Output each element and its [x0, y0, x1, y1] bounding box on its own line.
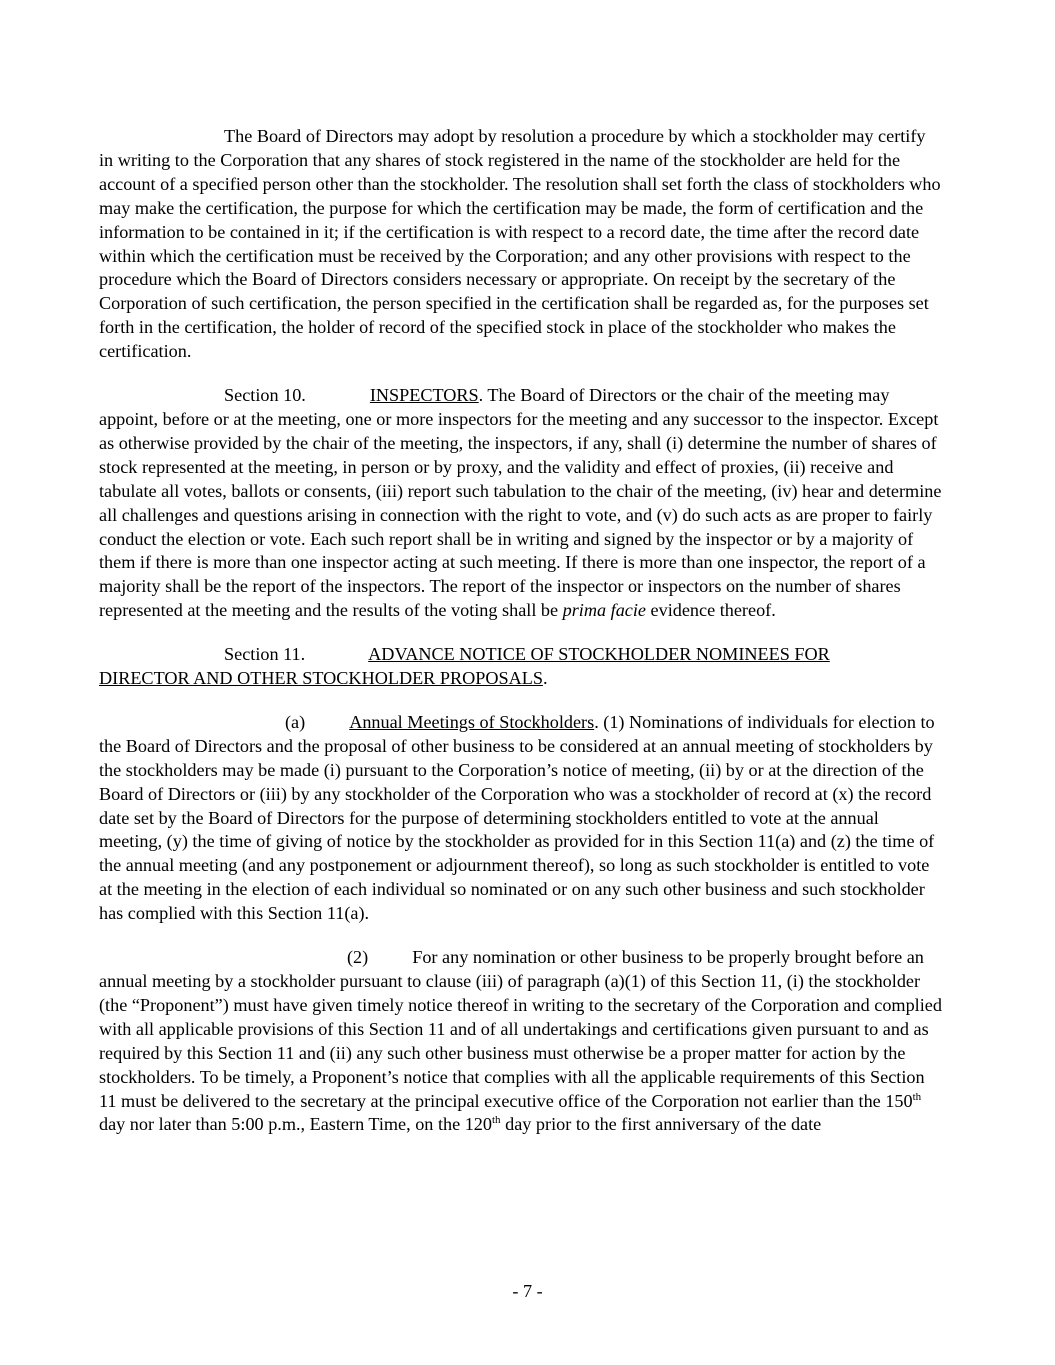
clause-text-mid: day nor later than 5:00 p.m., Eastern Time, on the 120 — [99, 1114, 492, 1135]
clause-text-end: day prior to the first anniversary of the date — [500, 1114, 822, 1135]
section-10-inspectors — [99, 384, 944, 623]
section-11-heading — [99, 643, 944, 691]
section-heading: INSPECTORS — [369, 385, 479, 406]
section-11a-2-timely-notice — [99, 946, 944, 1137]
section-number: Section 10. — [224, 385, 306, 406]
clause-label: (2) — [347, 947, 369, 968]
subsection-heading: Annual Meetings of Stockholders — [349, 711, 595, 732]
clause-text: For any nomination or other business to be properly brought before an annual meeting by a stockholder pursuant to clause (iii) of paragraph (a)(1) of this Section 11, (i) the stockholder (the “Proponent”) must have given timely notice thereof in writing to the secretary of the Corporation and complied with all applicable provisions of this Section 11 and of all undertakings and certifications given pursuant to and as required by this Section 11 and (ii) any such other business must otherwise be a proper matter for action by the stockholders. To be timely, a Proponent’s notice that complies with all the applicable requirements of this Section 11 must be delivered to the secretary at the principal executive office of the Corporation not earlier than the 150 — [99, 947, 942, 1111]
section-heading-line2: DIRECTOR AND OTHER STOCKHOLDER PROPOSALS — [99, 668, 543, 689]
section-11a-annual-meetings — [99, 711, 944, 926]
page-number: - 7 - — [512, 1281, 543, 1301]
section-text-end: evidence thereof. — [646, 600, 776, 621]
subsection-label: (a) — [285, 711, 306, 732]
ordinal-suffix: th — [492, 1114, 501, 1127]
section-text: . The Board of Directors or the chair of the meeting may appoint, before or at the meeting, one or more inspectors for the meeting and any successor to the inspector. Except as otherwise provided by the chair of the meeting, the inspectors, if any, shall (i) determine the number of shares of stock represented at the meeting, in person or by proxy, and the validity and effect of proxies, (ii) receive and tabulate all votes, ballots or consents, (iii) report such tabulation to the chair of the meeting, (iv) hear and determine all challenges and questions arising in connection with the right to vote, and (v) do such acts as are proper to fairly conduct the election or vote. Each such report shall be in writing and signed by the inspector or by a majority of them if there is more than one inspector acting at such meeting. If there is more than one inspector, the report of a majority shall be the report of the inspectors. The report of the inspector or inspectors on the number of shares represented at the meeting and the results of the voting shall be — [99, 385, 942, 621]
document-page — [99, 125, 944, 1157]
section-heading-line1: ADVANCE NOTICE OF STOCKHOLDER NOMINEES FOR — [368, 644, 830, 665]
subsection-text: . (1) Nominations of individuals for election to the Board of Directors and the proposal of other business to be considered at an annual meeting of stockholders by the stockholders may be made (i) pursuant to the Corporation’s notice of meeting, (ii) by or at the direction of the Board of Directors or (iii) by any stockholder of the Corporation who was a stockholder of record at (x) the record date set by the Board of Directors for the purpose of determining stockholders entitled to vote at the annual meeting, (y) the time of giving of notice by the stockholder as provided for in this Section 11(a) and (z) the time of the annual meeting (and any postponement or adjournment thereof), so long as such stockholder is entitled to vote at the meeting in the election of each individual so nominated or on any such other business and such stockholder has complied with this Section 11(a). — [99, 711, 935, 924]
ordinal-suffix: th — [912, 1090, 922, 1103]
italic-term: prima facie — [562, 600, 646, 621]
paragraph-text: The Board of Directors may adopt by resolution a procedure by which a stockholder may certify in writing to the Corporation that any shares of stock registered in the name of the stockholder are held for the account of a specified person other than the stockholder. The resolution shall set forth the class of stockholders who may make the certification, the purpose for which the certification may be made, the form of certification and the information to be contained in it; if the certification is with respect to a record date, the time after the record date within which the certification must be received by the Corporation; and any other provisions with respect to the procedure which the Board of Directors considers necessary or appropriate. On receipt by the secretary of the Corporation of such certification, the person specified in the certification shall be regarded as, for the purposes set forth in the certification, the holder of record of the specified stock in place of the stockholder who makes the certification. — [99, 126, 941, 362]
section-number: Section 11. — [224, 644, 306, 665]
section-heading-end: . — [542, 668, 548, 689]
paragraph-certification-procedure — [99, 125, 944, 364]
